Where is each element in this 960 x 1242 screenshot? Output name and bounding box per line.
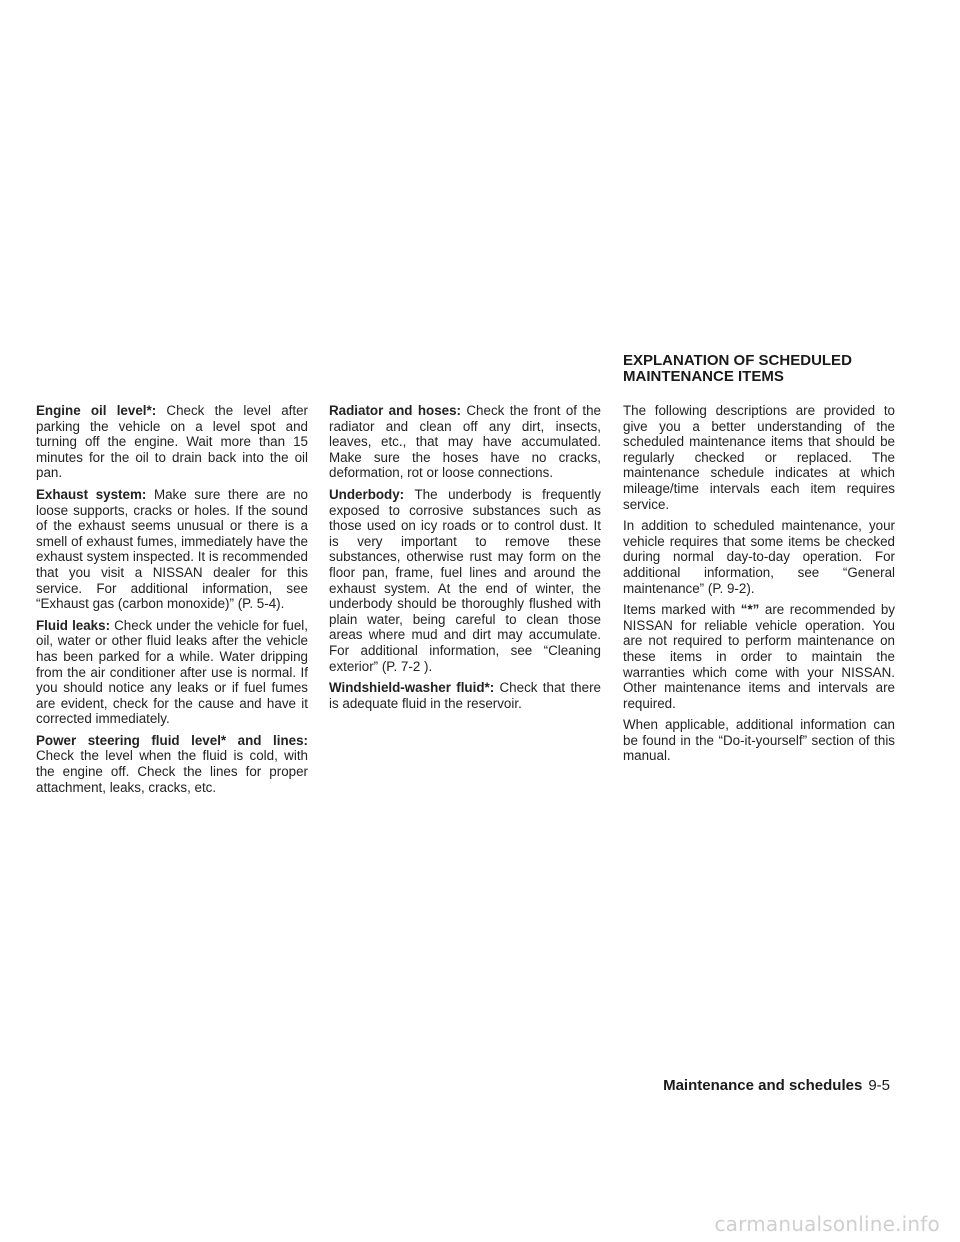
term-radiator-hoses: Radiator and hoses:	[329, 403, 462, 418]
term-power-steering: Power steering fluid level* and lines:	[36, 732, 308, 748]
paragraph-underbody	[329, 487, 601, 674]
section-heading	[623, 353, 923, 385]
paragraph-items-marked	[623, 602, 895, 711]
paragraph-do-it-yourself	[623, 717, 895, 764]
term-washer-fluid: Windshield-washer fluid*:	[329, 680, 495, 696]
term-fluid-leaks: Fluid leaks:	[36, 617, 111, 633]
asterisk-mark: “*”	[740, 602, 760, 618]
watermark-text: carmanualsonline.info	[714, 1212, 940, 1236]
paragraph-engine-oil	[36, 403, 308, 481]
paragraph-day-to-day	[623, 518, 895, 596]
paragraph-radiator-hoses	[329, 403, 601, 481]
term-engine-oil-level: Engine oil level*:	[36, 403, 157, 418]
watermark-bar	[0, 1208, 960, 1238]
paragraph-washer-fluid	[329, 680, 601, 711]
text-engine-oil-level: Check the level after parking the vehicle on a level spot and turning off the engine. Wait more than 15 minutes for the oil to drain back into the oil pan.	[36, 403, 308, 481]
page-footer	[663, 1077, 890, 1095]
text-day-to-day: In addition to scheduled maintenance, your vehicle requires that some items be checked during normal day-to-day operation. For additional information, see “General maintenance” (P. 9-2).	[623, 518, 895, 596]
paragraph-exhaust-system	[36, 487, 308, 612]
term-exhaust-system: Exhaust system:	[36, 486, 147, 502]
paragraph-power-steering	[36, 733, 308, 795]
text-fluid-leaks: Check under the vehicle for fuel, oil, water or other fluid leaks after the vehicle has been parked for a while. Water dripping from the air conditioner after use is normal. If you should notice any leaks or if fuel fumes are evident, check for the cause and have it corrected immediately.	[36, 617, 309, 727]
column-right	[623, 403, 895, 770]
footer-section-title: Maintenance and schedules	[663, 1077, 863, 1094]
text-power-steering: Check the level when the fluid is cold, with the engine off. Check the lines for proper attachment, leaks, cracks, etc.	[36, 748, 308, 795]
paragraph-fluid-leaks	[36, 618, 308, 727]
term-underbody: Underbody:	[329, 486, 405, 502]
page-number: 9-5	[868, 1077, 890, 1094]
text-items-marked: are recommended by NISSAN for reliable vehicle operation. You are not required to perform maintenance on these items in order to maintain the warranties which come with your NISSAN. Other maintenance items and intervals are required.	[623, 602, 895, 711]
text-radiator-hoses: Check the front of the radiator and clean off any dirt, insects, leaves, etc., that may have accumulated. Make sure the hoses have no cracks, deformation, rot or loose connections.	[329, 403, 601, 481]
text-washer-fluid: Check that there is adequate fluid in the reservoir.	[329, 680, 601, 711]
column-left	[36, 403, 308, 801]
text-do-it-yourself: When applicable, additional information can be found in the “Do-it-yourself” section of this manual.	[623, 717, 895, 764]
paragraph-descriptions-intro	[623, 403, 895, 512]
text-underbody: The underbody is frequently exposed to corrosive substances such as those used on icy roads or to control dust. It is very important to remove these substances, otherwise rust may form on the floor pan, frame, fuel lines and around the exhaust system. At the end of winter, the underbody should be thoroughly flushed with plain water, being careful to clean those areas where mud and dirt may accumulate. For additional information, see “Cleaning exterior” (P. 7-2 ).	[329, 486, 601, 674]
text-items-marked-pre: Items marked with	[623, 602, 741, 618]
section-heading-line-1: EXPLANATION OF SCHEDULED	[623, 352, 852, 369]
text-descriptions-intro: The following descriptions are provided to give you a better understanding of the scheduled maintenance items that should be regularly checked or replaced. The maintenance schedule indicates at which mileage/time intervals each item requires service.	[623, 403, 895, 512]
text-exhaust-system: Make sure there are no loose supports, cracks or holes. If the sound of the exhaust seems unusual or there is a smell of exhaust fumes, immediately have the exhaust system inspected. It is recommended that you visit a NISSAN dealer for this service. For additional information, see “Exhaust gas (carbon monoxide)” (P. 5-4).	[36, 486, 308, 612]
section-heading-line-2: MAINTENANCE ITEMS	[623, 368, 784, 385]
column-middle	[329, 403, 601, 717]
